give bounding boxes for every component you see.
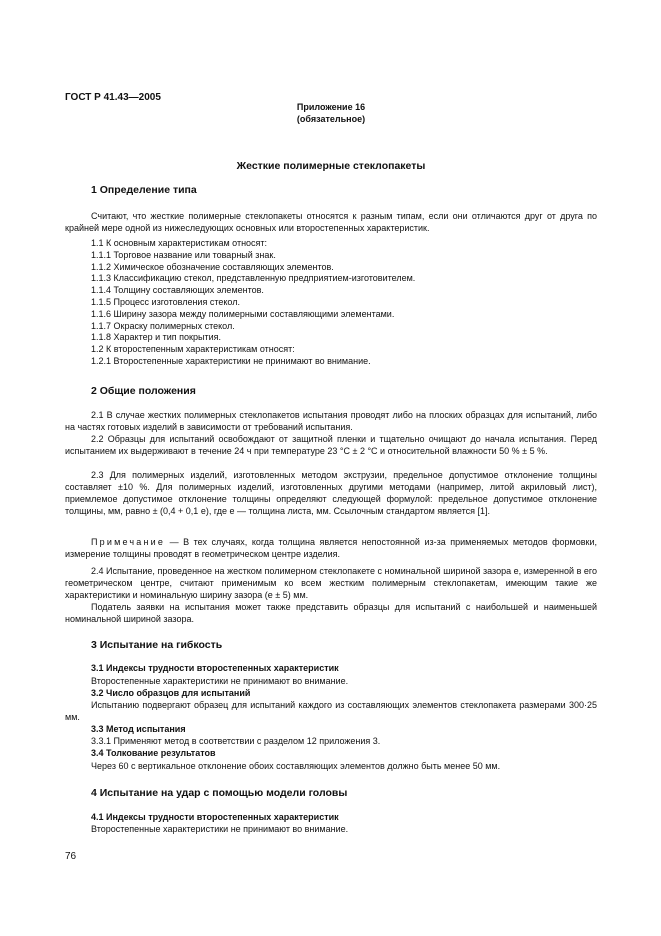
list-item: 1.2.1 Второстепенные характеристики не принимают во внимание.	[91, 355, 371, 366]
note-label: Примечание	[91, 537, 166, 547]
section-2-heading: 2 Общие положения	[91, 385, 196, 397]
text-4-1: Второстепенные характеристики не принимают во внимание.	[91, 824, 349, 834]
list-item: 1.2 К второстепенным характеристикам относят:	[91, 344, 295, 355]
list-item: 1.1.1 Торговое название или товарный знак.	[91, 249, 276, 260]
section-3-heading: 3 Испытание на гибкость	[91, 639, 223, 651]
paragraph-2-5: Податель заявки на испытания может также представить образцы для испытаний с наибольшей и наименьшей номинальной шириной зазора.	[65, 602, 597, 624]
list-item: 1.1.4 Толщину составляющих элементов.	[91, 285, 264, 296]
paragraph-2-3: 2.3 Для полимерных изделий, изготовленных методом экструзии, предельное допустимое отклонение толщины составляет ±10 %. Для полимерных изделий, изготовленных другими методами (например, литой акриловый лист), приемлемое допустимое отклонение толщины определяют следующей формулой: предельное допустимое отклонение толщины, мм, равно ± (0,4 + 0,1 e), где e — толщина листа, мм. Ссылочным стандартом является [1].	[65, 470, 597, 516]
text-3-3: 3.3.1 Применяют метод в соответствии с разделом 12 приложения 3.	[91, 736, 381, 746]
note	[65, 536, 597, 560]
list-item: 1.1.3 Классификацию стекол, представленную предприятием-изготовителем.	[91, 273, 416, 284]
text-3-4: Через 60 с вертикальное отклонение обоих составляющих элементов должно быть менее 50 мм.	[91, 761, 501, 771]
subheading-4-1: 4.1 Индексы трудности второстепенных характеристик	[91, 812, 339, 822]
list-item: 1.1.8 Характер и тип покрытия.	[91, 332, 221, 343]
section-4-heading: 4 Испытание на удар с помощью модели головы	[91, 787, 348, 799]
page-number: 76	[65, 851, 77, 862]
paragraph-2-4: 2.4 Испытание, проведенное на жестком полимерном стеклопакете с номинальной шириной зазора e, измеренной в его геометрическом центре, считают применимым ко всем жестким полимерным стеклопакетам, имеющим такие же характеристики и номинальную ширину зазора (e ± 5) мм.	[65, 566, 597, 600]
list-item: 1.1 К основным характеристикам относят:	[91, 238, 268, 248]
subheading-3-1: 3.1 Индексы трудности второстепенных характеристик	[91, 663, 339, 673]
paragraph-2-1: 2.1 В случае жестких полимерных стеклопакетов испытания проводят либо на плоских образцах для испытаний, либо на частях готовых изделий в зависимости от требований испытания.	[65, 410, 597, 432]
subheading-3-3: 3.3 Метод испытания	[91, 724, 186, 734]
note-text: — В тех случаях, когда толщина является непостоянной из-за применяемых методов формовки, измерение толщины проводят в геометрическом центре изделия.	[65, 537, 597, 559]
doc-code: ГОСТ Р 41.43—2005	[65, 92, 161, 103]
text-3-2: Испытанию подвергают образец для испытаний каждого из составляющих элементов стеклопакета размерами 300·25 мм.	[65, 700, 597, 722]
section-1-list	[65, 237, 597, 367]
annex-title: Приложение 16	[296, 102, 366, 112]
section-1-intro: Считают, что жесткие полимерные стеклопакеты относятся к разным типам, если они отличаются друг от друга по крайней мере одной из нижеследующих основных или второстепенных характеристик.	[65, 211, 597, 233]
list-item: 1.1.5 Процесс изготовления стекол.	[91, 296, 240, 307]
subheading-3-2: 3.2 Число образцов для испытаний	[91, 688, 251, 698]
paragraph-2-2: 2.2 Образцы для испытаний освобождают от защитной пленки и тщательно очищают до начала испытания. Перед испытанием их выдерживают в течение 24 ч при температуре 23 °С ± 2 °С и относительной влажности 50 % ± 5 %.	[65, 434, 597, 456]
section-1-heading: 1 Определение типа	[91, 184, 197, 196]
text-3-1: Второстепенные характеристики не принимают во внимание.	[91, 676, 349, 686]
list-item: 1.1.6 Ширину зазора между полимерными составляющими элементами.	[91, 308, 395, 319]
document-title: Жесткие полимерные стеклопакеты	[236, 160, 426, 172]
subheading-3-4: 3.4 Толкование результатов	[91, 748, 216, 758]
list-item: 1.1.7 Окраску полимерных стекол.	[91, 320, 235, 331]
annex-status: (обязательное)	[296, 114, 366, 124]
list-item: 1.1.2 Химическое обозначение составляющих элементов.	[91, 261, 334, 272]
